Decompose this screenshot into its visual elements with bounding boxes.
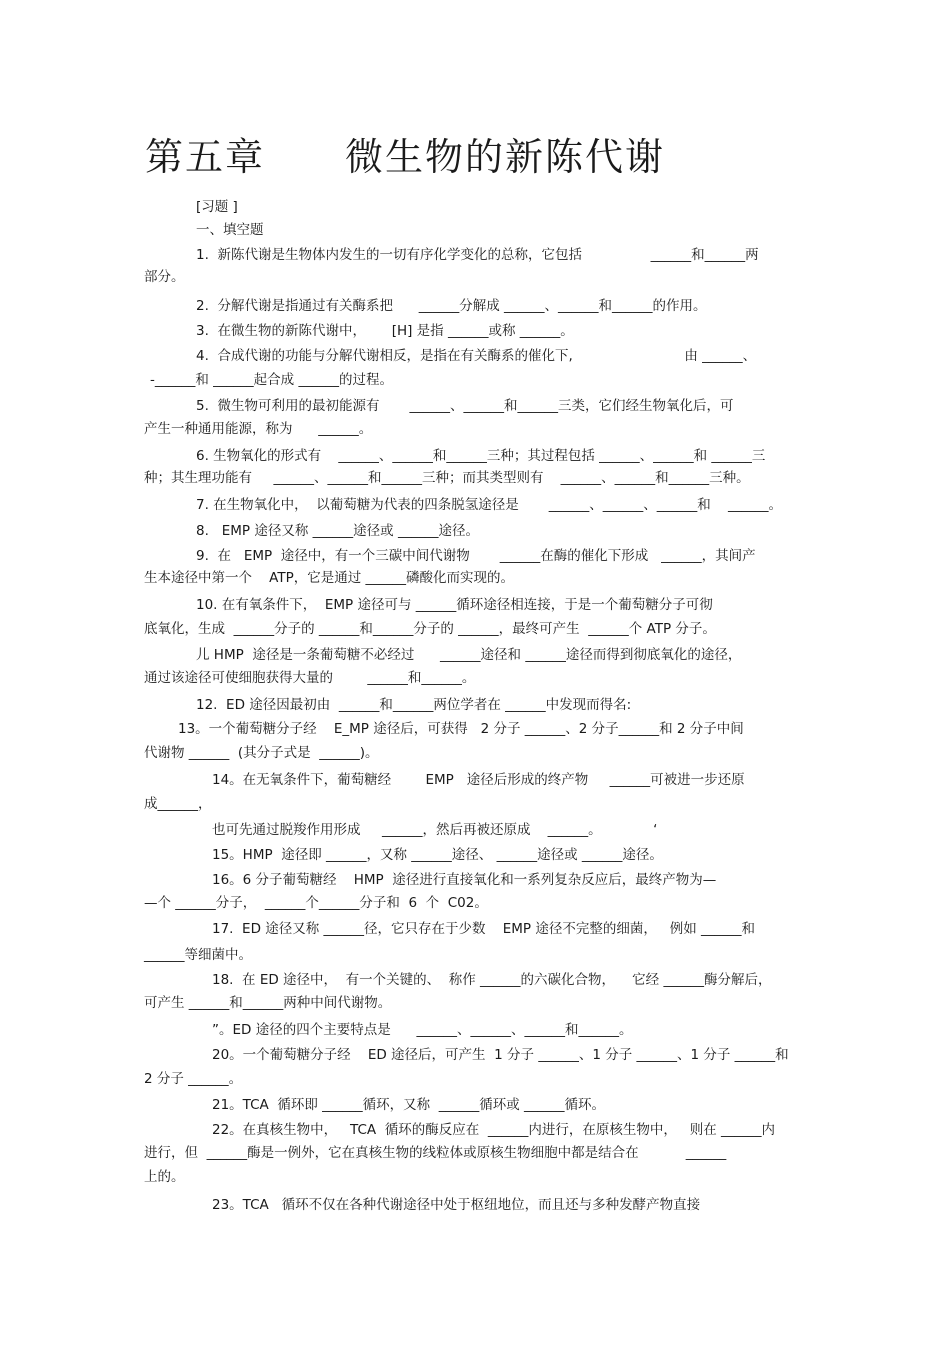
question-line: 20。一个葡萄糖分子经 ED 途径后，可产生 1 分子 ______、1 分子 ______、1 分子 ______和 (212, 1047, 789, 1063)
chapter-title: 第五章 微生物的新陈代谢 (145, 135, 666, 179)
question-line: 8. EMP 途径又称 ______途径或 ______途径。 (196, 523, 479, 539)
question-line: 10. 在有氧条件下， EMP 途径可与 ______循环途径相连接，于是一个葡萄糖分子可彻 (196, 597, 713, 613)
question-line: 14。在无氧条件下，葡萄糖经 EMP 途径后形成的终产物 ______可被进一步还原 (212, 772, 745, 788)
question-line: 成______， (144, 796, 212, 812)
question-line: —个 ______分子， ______个______分子和 6 个 C02。 (144, 895, 488, 911)
question-line: 4. 合成代谢的功能与分解代谢相反，是指在有关酶系的催化下, 由 ______、 (196, 348, 757, 364)
question-line: 1. 新陈代谢是生物体内发生的一切有序化学变化的总称，它包括 ______和______两 (196, 247, 759, 263)
question-line: 16。6 分子葡萄糖经 HMP 途径进行直接氧化和一系列复杂反应后，最终产物为— (212, 872, 717, 888)
question-line: 2. 分解代谢是指通过有关酶系把 ______分解成 ______、______和______的作用。 (196, 298, 707, 314)
question-line: 儿 HMP 途径是一条葡萄糖不必经过 ______途径和 ______途径而得到彻底氧化的途径， (196, 647, 742, 663)
question-line: 15。HMP 途径即 ______，又称 ______途径、 ______途径或 ______途径。 (212, 847, 663, 863)
question-line: 18. 在 ED 途径中， 有一个关键的、 称作 ______的六碳化合物， 它经 ______酶分解后， (212, 972, 772, 988)
question-line: 种；其生理功能有 ______、______和______三种；而其类型则有 ______、______和______三种。 (144, 470, 750, 486)
question-line: 22。在真核生物中， TCA 循环的酶反应在 ______内进行，在原核生物中， 则在 ______内 (212, 1122, 775, 1138)
subsection-heading: 一、填空题 (196, 222, 264, 238)
question-line: 5. 微生物可利用的最初能源有 ______、______和______三类，它们经生物氧化后，可 (196, 398, 734, 414)
question-line: 进行，但 ______酶是一例外，它在真核生物的线粒体或原核生物细胞中都是结合在 ______ (144, 1145, 727, 1161)
question-line: 7. 在生物氧化中， 以葡萄糖为代表的四条脱氢途径是 ______、______、______和 ______。 (196, 497, 782, 513)
question-line: 通过该途径可使细胞获得大量的 ______和______。 (144, 670, 476, 686)
question-line: 代谢物 ______ (其分子式是 ______)。 (144, 745, 379, 761)
question-line: 6. 生物氧化的形式有 ______、______和______三种；其过程包括 ______、______和 ______三 (196, 448, 766, 464)
question-line: 底氧化，生成 ______分子的 ______和______分子的 ______，最终可产生 ______个 ATP 分子。 (144, 621, 716, 637)
question-line: 3. 在微生物的新陈代谢中， [H] 是指 ______或称 ______。 (196, 323, 574, 339)
question-line: 21。TCA 循环即 ______循环，又称 ______循环或 ______循环。 (212, 1097, 606, 1113)
question-line: 12. ED 途径因最初由 ______和______两位学者在 ______中发现而得名: (196, 697, 632, 713)
question-line: 17. ED 途径又称 ______径，它只存在于少数 EMP 途径不完整的细菌， 例如 ______和 (212, 921, 755, 937)
question-line: ______等细菌中。 (144, 947, 252, 963)
question-line: 13。一个葡萄糖分子经 E_MP 途径后，可获得 2 分子 ______、2 分子______和 2 分子中间 (178, 721, 744, 737)
question-line: 也可先通过脱羧作用形成 ______，然后再被还原成 ______。 ‘ (212, 822, 658, 838)
question-line: 上的。 (144, 1169, 185, 1185)
question-line: 生本途径中第一个 ATP，它是通过 ______磷酸化而实现的。 (144, 570, 515, 586)
question-line: 2 分子 ______。 (144, 1071, 243, 1087)
question-line: 23。TCA 循环不仅在各种代谢途径中处于枢纽地位，而且还与多种发酵产物直接 (212, 1197, 701, 1213)
question-line: -______和 ______起合成 ______的过程。 (150, 372, 393, 388)
question-line: ”。ED 途径的四个主要特点是 ______、______、______和______。 (212, 1022, 633, 1038)
question-line: 可产生 ______和______两种中间代谢物。 (144, 995, 392, 1011)
question-line: 部分。 (144, 269, 185, 285)
question-line: 产生一种通用能源，称为 ______。 (144, 421, 373, 437)
question-line: 9. 在 EMP 途径中，有一个三碳中间代谢物 ______在酶的催化下形成 ______，其间产 (196, 548, 756, 564)
section-label: [习题 ] (196, 199, 238, 215)
